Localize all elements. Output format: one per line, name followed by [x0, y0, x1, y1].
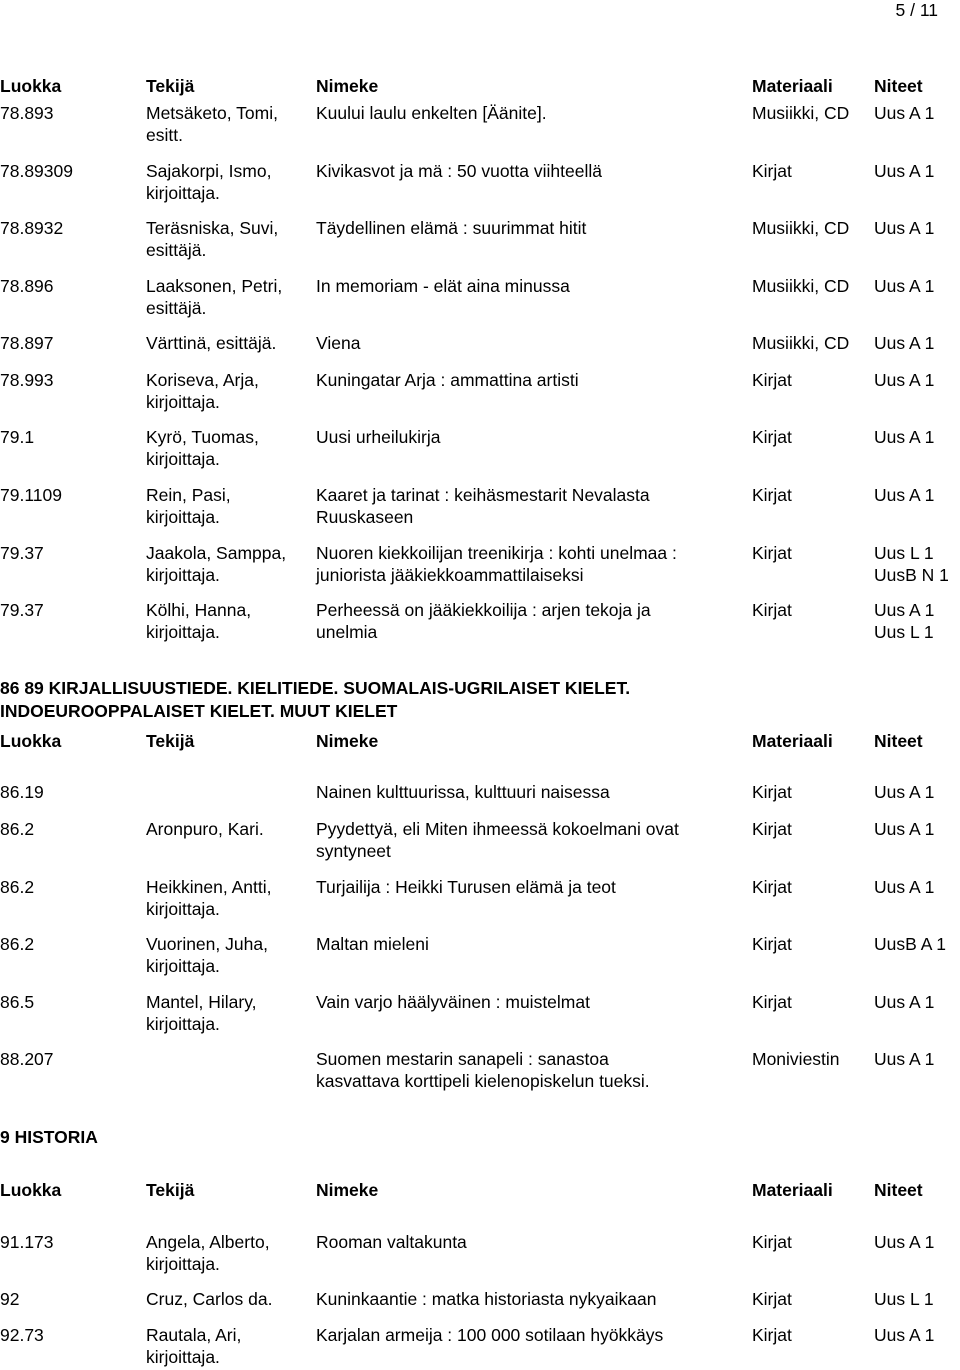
row-niteet: Uus A 1	[874, 877, 935, 897]
row-nimeke: Suomen mestarin sanapeli : sanastoa kasvattava korttipeli kielenopiskelun tueksi.	[316, 1049, 650, 1091]
row-tekija: Kölhi, Hanna, kirjoittaja.	[146, 600, 252, 642]
row-materiaali: Kirjat	[752, 819, 792, 839]
row-luokka: 86.2	[0, 819, 35, 839]
row-tekija: Cruz, Carlos da.	[146, 1289, 273, 1309]
row-luokka: 78.897	[0, 333, 54, 353]
row-nimeke: Kaaret ja tarinat : keihäsmestarit Nevalasta Ruuskaseen	[316, 485, 650, 527]
row-nimeke: Nainen kulttuurissa, kulttuuri naisessa	[316, 782, 610, 802]
row-niteet: Uus A 1	[874, 1232, 935, 1252]
row-nimeke: Kuningatar Arja : ammattina artisti	[316, 370, 579, 390]
header-nimeke: Nimeke	[316, 731, 379, 751]
row-tekija: Kyrö, Tuomas, kirjoittaja.	[146, 427, 259, 469]
row-tekija: Jaakola, Samppa, kirjoittaja.	[146, 543, 287, 585]
header-luokka: Luokka	[0, 1180, 62, 1200]
section-title: 86 89 KIRJALLISUUSTIEDE. KIELITIEDE. SUOMALAIS-UGRILAISET KIELET. INDOEUROOPPALAISET KIELET. MUUT KIELET	[0, 678, 631, 721]
row-materiaali: Musiikki, CD	[752, 218, 850, 238]
row-materiaali: Kirjat	[752, 934, 792, 954]
row-luokka: 86.19	[0, 782, 44, 802]
row-materiaali: Kirjat	[752, 370, 792, 390]
header-materiaali: Materiaali	[752, 1180, 833, 1200]
row-tekija: Heikkinen, Antti, kirjoittaja.	[146, 877, 272, 919]
row-tekija: Laaksonen, Petri, esittäjä.	[146, 276, 283, 318]
row-luokka: 79.1109	[0, 485, 62, 505]
row-niteet: Uus A 1	[874, 161, 935, 181]
row-niteet: Uus A 1	[874, 1049, 935, 1069]
row-luokka: 86.5	[0, 992, 35, 1012]
row-niteet: UusB A 1	[874, 934, 946, 954]
row-luokka: 88.207	[0, 1049, 54, 1069]
row-luokka: 78.993	[0, 370, 54, 390]
header-niteet: Niteet	[874, 731, 923, 751]
header-nimeke: Nimeke	[316, 1180, 379, 1200]
row-materiaali: Kirjat	[752, 485, 792, 505]
header-luokka: Luokka	[0, 76, 62, 96]
row-materiaali: Kirjat	[752, 427, 792, 447]
row-materiaali: Kirjat	[752, 1232, 792, 1252]
header-niteet: Niteet	[874, 76, 923, 96]
row-luokka: 79.37	[0, 600, 44, 620]
row-luokka: 79.1	[0, 427, 35, 447]
row-tekija: Rein, Pasi, kirjoittaja.	[146, 485, 231, 527]
row-nimeke: Karjalan armeija : 100 000 sotilaan hyökkäys	[316, 1325, 664, 1345]
row-tekija: Sajakorpi, Ismo, kirjoittaja.	[146, 161, 272, 203]
header-niteet: Niteet	[874, 1180, 923, 1200]
row-luokka: 78.893	[0, 103, 54, 123]
row-luokka: 78.896	[0, 276, 54, 296]
row-nimeke: Rooman valtakunta	[316, 1232, 467, 1252]
row-materiaali: Kirjat	[752, 543, 792, 563]
row-niteet: Uus A 1	[874, 103, 935, 123]
row-niteet: Uus L 1	[874, 1289, 934, 1309]
row-nimeke: Maltan mieleni	[316, 934, 429, 954]
row-niteet: Uus A 1	[874, 218, 935, 238]
row-tekija: Angela, Alberto, kirjoittaja.	[146, 1232, 270, 1274]
row-materiaali: Kirjat	[752, 992, 792, 1012]
row-materiaali: Kirjat	[752, 1325, 792, 1345]
row-niteet: Uus A 1	[874, 276, 935, 296]
header-materiaali: Materiaali	[752, 76, 833, 96]
row-niteet: Uus A 1	[874, 427, 935, 447]
row-luokka: 86.2	[0, 934, 35, 954]
row-nimeke: Vain varjo häälyväinen : muistelmat	[316, 992, 590, 1012]
row-tekija: Koriseva, Arja, kirjoittaja.	[146, 370, 259, 412]
row-nimeke: Kivikasvot ja mä : 50 vuotta viihteellä	[316, 161, 602, 181]
row-tekija: Teräsniska, Suvi, esittäjä.	[146, 218, 279, 260]
row-nimeke: Täydellinen elämä : suurimmat hitit	[316, 218, 587, 238]
row-nimeke: Pyydettyä, eli Miten ihmeessä kokoelmani ovat syntyneet	[316, 819, 679, 861]
row-tekija: Metsäketo, Tomi, esitt.	[146, 103, 278, 145]
row-materiaali: Kirjat	[752, 877, 792, 897]
row-niteet: Uus A 1	[874, 992, 935, 1012]
header-nimeke: Nimeke	[316, 76, 379, 96]
row-nimeke: In memoriam - elät aina minussa	[316, 276, 570, 296]
row-niteet: Uus A 1	[874, 819, 935, 839]
row-luokka: 79.37	[0, 543, 44, 563]
row-luokka: 86.2	[0, 877, 35, 897]
row-nimeke: Perheessä on jääkiekkoilija : arjen tekoja ja unelmia	[316, 600, 651, 642]
header-tekija: Tekijä	[146, 731, 195, 751]
row-materiaali: Kirjat	[752, 161, 792, 181]
row-luokka: 92	[0, 1289, 20, 1309]
row-nimeke: Kuului laulu enkelten [Äänite].	[316, 103, 547, 123]
header-tekija: Tekijä	[146, 1180, 195, 1200]
row-nimeke: Kuninkaantie : matka historiasta nykyaikaan	[316, 1289, 657, 1309]
row-materiaali: Musiikki, CD	[752, 276, 850, 296]
row-materiaali: Kirjat	[752, 1289, 792, 1309]
row-luokka: 91.173	[0, 1232, 54, 1252]
row-tekija: Vuorinen, Juha, kirjoittaja.	[146, 934, 268, 976]
row-luokka: 78.89309	[0, 161, 73, 181]
row-niteet: Uus A 1	[874, 485, 935, 505]
row-materiaali: Kirjat	[752, 600, 792, 620]
row-nimeke: Nuoren kiekkoilijan treenikirja : kohti unelmaa : juniorista jääkiekkoammattilaiseksi	[316, 543, 677, 585]
page-number: 5 / 11	[895, 0, 938, 20]
header-tekija: Tekijä	[146, 76, 195, 96]
row-luokka: 78.8932	[0, 218, 64, 238]
row-tekija: Aronpuro, Kari.	[146, 819, 264, 839]
row-niteet: Uus L 1 UusB N 1	[874, 543, 949, 585]
row-tekija: Mantel, Hilary, kirjoittaja.	[146, 992, 257, 1034]
row-materiaali: Moniviestin	[752, 1049, 840, 1069]
row-nimeke: Viena	[316, 333, 361, 353]
row-tekija: Rautala, Ari, kirjoittaja.	[146, 1325, 242, 1367]
row-luokka: 92.73	[0, 1325, 44, 1345]
section-title: 9 HISTORIA	[0, 1127, 98, 1147]
row-niteet: Uus A 1	[874, 333, 935, 353]
row-nimeke: Turjailija : Heikki Turusen elämä ja teot	[316, 877, 616, 897]
row-niteet: Uus A 1	[874, 1325, 935, 1345]
row-materiaali: Musiikki, CD	[752, 103, 850, 123]
row-materiaali: Kirjat	[752, 782, 792, 802]
row-materiaali: Musiikki, CD	[752, 333, 850, 353]
row-niteet: Uus A 1 Uus L 1	[874, 600, 935, 642]
header-luokka: Luokka	[0, 731, 62, 751]
row-tekija: Värttinä, esittäjä.	[146, 333, 277, 353]
row-niteet: Uus A 1	[874, 782, 935, 802]
header-materiaali: Materiaali	[752, 731, 833, 751]
row-nimeke: Uusi urheilukirja	[316, 427, 441, 447]
row-niteet: Uus A 1	[874, 370, 935, 390]
